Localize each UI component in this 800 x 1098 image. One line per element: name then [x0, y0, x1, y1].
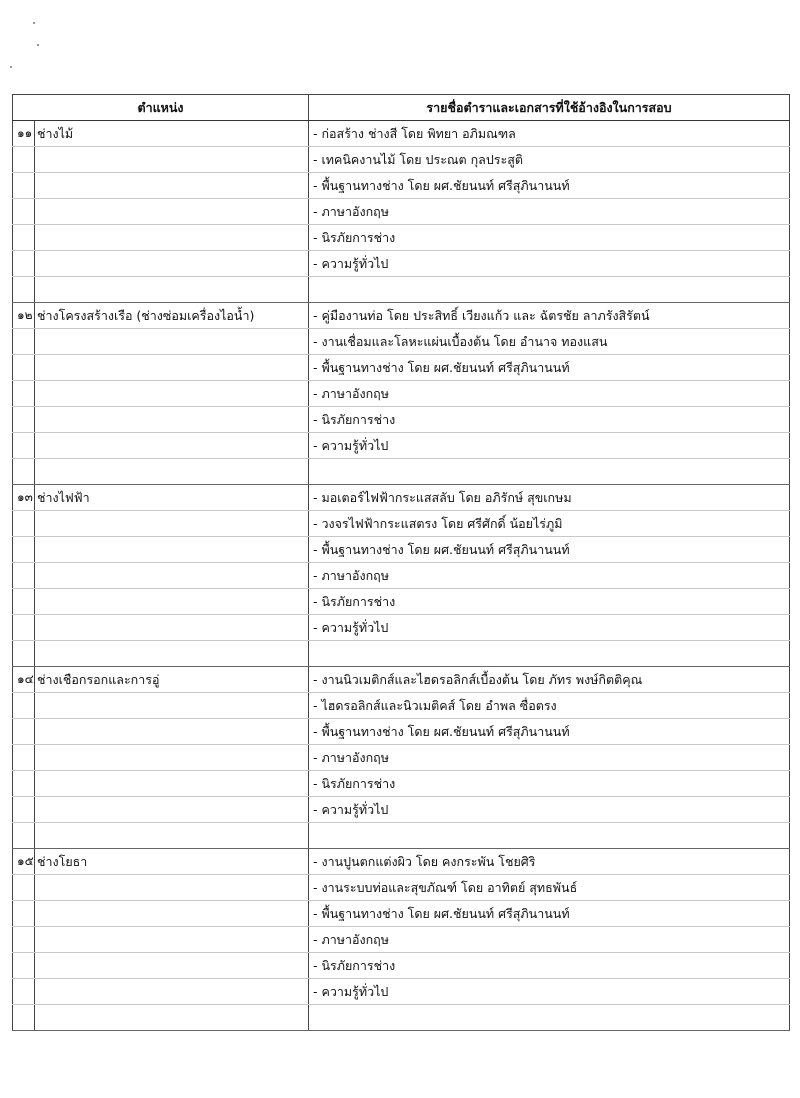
table-row: [13, 849, 790, 875]
position-name: [35, 979, 309, 1005]
position-name: [35, 563, 309, 589]
reference-item: - นิรภัยการช่าง: [309, 407, 790, 433]
table-row: [13, 121, 790, 147]
position-name: [35, 225, 309, 251]
reference-item: - ภาษาอังกฤษ: [309, 381, 790, 407]
position-name: [35, 147, 309, 173]
position-name: [35, 641, 309, 667]
position-name: [35, 693, 309, 719]
table-row: [13, 251, 790, 277]
reference-item: - วงจรไฟฟ้ากระแสตรง โดย ศรีศักดิ์ น้อยไร่ภูมิ: [309, 511, 790, 537]
table-row: [13, 199, 790, 225]
reference-item: - พื้นฐานทางช่าง โดย ผศ.ชัยนนท์ ศรีสุภินานนท์: [309, 173, 790, 199]
reference-item: - ภาษาอังกฤษ: [309, 745, 790, 771]
position-number: [13, 641, 35, 667]
reference-item: - พื้นฐานทางช่าง โดย ผศ.ชัยนนท์ ศรีสุภินานนท์: [309, 355, 790, 381]
table-row: [13, 771, 790, 797]
position-number: [13, 797, 35, 823]
table-row: [13, 641, 790, 667]
table-row: [13, 277, 790, 303]
position-number: [13, 277, 35, 303]
reference-item: - ความรู้ทั่วไป: [309, 797, 790, 823]
position-name: [35, 537, 309, 563]
table-row: [13, 693, 790, 719]
position-number: [13, 329, 35, 355]
position-number: ๑๔: [13, 667, 35, 693]
table-row: [13, 563, 790, 589]
position-name: [35, 719, 309, 745]
table-row: [13, 381, 790, 407]
position-name: [35, 823, 309, 849]
scan-speck: [33, 22, 35, 24]
position-number: [13, 615, 35, 641]
reference-item: [309, 641, 790, 667]
table-row: [13, 329, 790, 355]
table-row: [13, 355, 790, 381]
position-name: [35, 927, 309, 953]
position-number: [13, 355, 35, 381]
position-name: [35, 615, 309, 641]
position-number: [13, 225, 35, 251]
position-name: [35, 251, 309, 277]
table-row: [13, 667, 790, 693]
position-number: ๑๓: [13, 485, 35, 511]
position-number: [13, 771, 35, 797]
position-number: [13, 173, 35, 199]
position-number: [13, 433, 35, 459]
reference-item: - พื้นฐานทางช่าง โดย ผศ.ชัยนนท์ ศรีสุภินานนท์: [309, 537, 790, 563]
position-name: [35, 589, 309, 615]
table-row: [13, 615, 790, 641]
table-row: [13, 147, 790, 173]
table-header-row: [13, 95, 790, 121]
table-row: [13, 589, 790, 615]
position-name: [35, 1005, 309, 1031]
reference-item: - พื้นฐานทางช่าง โดย ผศ.ชัยนนท์ ศรีสุภินานนท์: [309, 719, 790, 745]
reference-item: - เทคนิคงานไม้ โดย ประณต กุลประสูติ: [309, 147, 790, 173]
position-number: [13, 745, 35, 771]
position-number: [13, 953, 35, 979]
position-number: [13, 147, 35, 173]
reference-item: - มอเตอร์ไฟฟ้ากระแสสลับ โดย อภิรักษ์ สุขเกษม: [309, 485, 790, 511]
scan-speck: [10, 66, 12, 68]
reference-item: - ความรู้ทั่วไป: [309, 433, 790, 459]
position-name: [35, 745, 309, 771]
position-name: ช่างไม้: [35, 121, 309, 147]
table-row: [13, 745, 790, 771]
reference-item: - นิรภัยการช่าง: [309, 771, 790, 797]
position-number: [13, 459, 35, 485]
reference-item: - นิรภัยการช่าง: [309, 953, 790, 979]
table-row: [13, 797, 790, 823]
position-name: [35, 329, 309, 355]
reference-item: - งานระบบท่อและสุขภัณฑ์ โดย อาทิตย์ สุทธพันธ์: [309, 875, 790, 901]
reference-item: - ก่อสร้าง ช่างสี โดย พิทยา อภิมณฑล: [309, 121, 790, 147]
position-name: [35, 173, 309, 199]
reference-item: [309, 459, 790, 485]
position-name: ช่างไฟฟ้า: [35, 485, 309, 511]
reference-item: - งานเชื่อมและโลหะแผ่นเบื้องต้น โดย อำนาจ ทองแสน: [309, 329, 790, 355]
position-number: [13, 719, 35, 745]
position-number: ๑๑: [13, 121, 35, 147]
position-number: [13, 511, 35, 537]
table-row: [13, 537, 790, 563]
position-name: [35, 875, 309, 901]
reference-item: - ความรู้ทั่วไป: [309, 979, 790, 1005]
position-name: [35, 459, 309, 485]
table-row: [13, 979, 790, 1005]
table-row: [13, 303, 790, 329]
reference-column-header: รายชื่อตำราและเอกสารที่ใช้อ้างอิงในการสอบ: [309, 95, 790, 121]
table-row: [13, 433, 790, 459]
position-number: [13, 251, 35, 277]
reference-item: [309, 1005, 790, 1031]
table-row: [13, 719, 790, 745]
position-number: [13, 979, 35, 1005]
position-name: ช่างเชือกรอกและการอู่: [35, 667, 309, 693]
position-number: [13, 1005, 35, 1031]
position-name: [35, 797, 309, 823]
reference-item: - ภาษาอังกฤษ: [309, 563, 790, 589]
reference-table: [12, 94, 790, 1031]
table-body: [13, 121, 790, 1031]
reference-item: [309, 823, 790, 849]
position-number: ๑๒: [13, 303, 35, 329]
position-number: [13, 407, 35, 433]
position-number: [13, 823, 35, 849]
reference-item: - คู่มืองานท่อ โดย ประสิทธิ์ เวียงแก้ว และ ฉัตรชัย ลาภรังสิรัตน์: [309, 303, 790, 329]
scan-speck: [37, 44, 39, 46]
reference-item: - ภาษาอังกฤษ: [309, 199, 790, 225]
position-name: [35, 953, 309, 979]
table-row: [13, 823, 790, 849]
position-name: [35, 901, 309, 927]
reference-item: - ภาษาอังกฤษ: [309, 927, 790, 953]
reference-item: - ความรู้ทั่วไป: [309, 251, 790, 277]
position-number: [13, 693, 35, 719]
position-number: [13, 901, 35, 927]
reference-item: - งานปูนตกแต่งผิว โดย คงกระพัน โชยศิริ: [309, 849, 790, 875]
position-name: [35, 407, 309, 433]
position-number: ๑๕: [13, 849, 35, 875]
position-number: [13, 927, 35, 953]
table-row: [13, 407, 790, 433]
reference-item: - นิรภัยการช่าง: [309, 225, 790, 251]
reference-item: - ความรู้ทั่วไป: [309, 615, 790, 641]
position-name: [35, 771, 309, 797]
position-name: ช่างโครงสร้างเรือ (ช่างซ่อมเครื่องไอน้ำ): [35, 303, 309, 329]
position-number: [13, 875, 35, 901]
position-name: [35, 277, 309, 303]
position-number: [13, 563, 35, 589]
reference-item: - งานนิวเมติกส์และไฮดรอลิกส์เบื้องต้น โดย ภัทร พงษ์กิตติคุณ: [309, 667, 790, 693]
table-row: [13, 927, 790, 953]
table-row: [13, 511, 790, 537]
table-row: [13, 459, 790, 485]
position-name: [35, 511, 309, 537]
position-number: [13, 589, 35, 615]
table-row: [13, 875, 790, 901]
table-row: [13, 1005, 790, 1031]
position-column-header: ตำแหน่ง: [13, 95, 309, 121]
table-row: [13, 901, 790, 927]
reference-item: - นิรภัยการช่าง: [309, 589, 790, 615]
position-name: [35, 433, 309, 459]
position-name: [35, 199, 309, 225]
reference-item: - พื้นฐานทางช่าง โดย ผศ.ชัยนนท์ ศรีสุภินานนท์: [309, 901, 790, 927]
table-row: [13, 225, 790, 251]
reference-item: - ไฮดรอลิกส์และนิวเมติคส์ โดย อำพล ซื่อตรง: [309, 693, 790, 719]
table-row: [13, 485, 790, 511]
position-number: [13, 537, 35, 563]
position-name: ช่างโยธา: [35, 849, 309, 875]
position-number: [13, 199, 35, 225]
reference-item: [309, 277, 790, 303]
table-row: [13, 173, 790, 199]
table-row: [13, 953, 790, 979]
position-name: [35, 355, 309, 381]
position-name: [35, 381, 309, 407]
position-number: [13, 381, 35, 407]
